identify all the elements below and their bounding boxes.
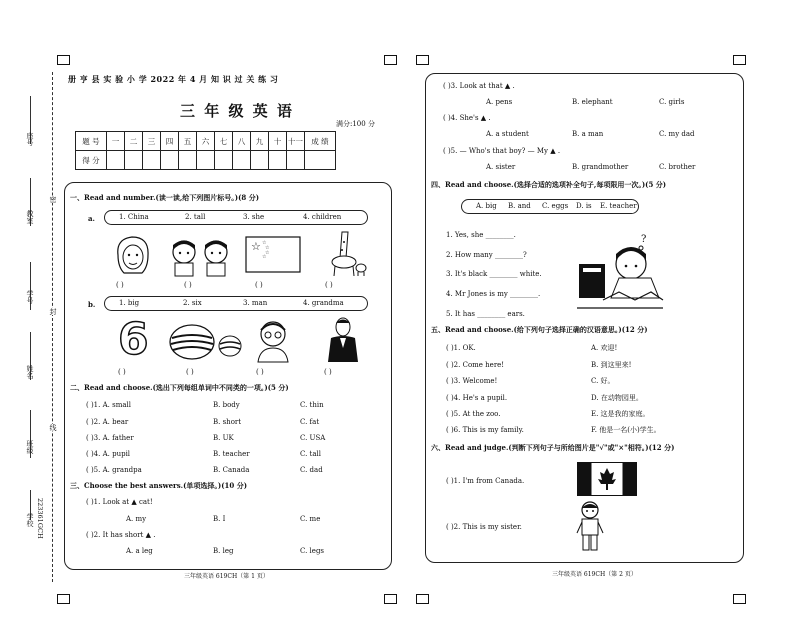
section1b-letter: b. — [88, 300, 96, 309]
registration-mark — [57, 594, 70, 604]
section4-title: 四、Read and choose.(选择合适的选项补全句子,每项限用一次。)(5 分) — [431, 180, 667, 189]
section2-title: 二、Read and choose.(选出下列每组单词中不同类的一项。)(5 分) — [70, 383, 289, 392]
word-bank-item: A. big — [476, 202, 497, 210]
translation-option: C. 好。 — [591, 377, 615, 385]
question-text: ( )1. A. small — [86, 401, 131, 409]
score-header-cell: 十一 — [287, 132, 305, 151]
score-cell[interactable] — [125, 151, 143, 170]
girl-picture — [112, 233, 154, 277]
fill-blank-item: 1. Yes, she ________. — [446, 231, 516, 239]
score-header-cell: 八 — [233, 132, 251, 151]
full-score: 满分:100 分 — [336, 120, 375, 128]
score-header-cell: 题 号 — [76, 132, 107, 151]
question-text: ( )2. Come here! — [446, 361, 505, 369]
school-header: 册 亨 县 实 验 小 学 2022 年 4 月 知 识 过 关 练 习 — [68, 74, 279, 84]
section3-title: 三、Choose the best answers.(单项选择。)(10 分) — [70, 481, 248, 490]
option-b: B. I — [213, 515, 226, 523]
boy-picture — [576, 500, 604, 554]
answer-paren[interactable]: ( ) — [184, 281, 192, 289]
question-text: ( )3. Look at that ▲ . — [443, 82, 515, 90]
score-cell[interactable] — [251, 151, 269, 170]
answer-paren[interactable]: ( ) — [255, 281, 263, 289]
score-cell[interactable] — [269, 151, 287, 170]
china-flag-picture — [245, 236, 301, 274]
score-cell[interactable] — [305, 151, 336, 170]
question-text: ( )2. A. bear — [86, 418, 129, 426]
score-header-cell: 五 — [179, 132, 197, 151]
fill-blank-item: 5. It has ________ ears. — [446, 310, 525, 318]
option-b: B. short — [213, 418, 242, 426]
translation-option: D. 在动物园里。 — [591, 394, 643, 402]
word-bank-item: 1. China — [119, 213, 149, 221]
question-text: ( )5. A. grandpa — [86, 466, 142, 474]
word-bank-item: B. and — [508, 202, 531, 210]
question-text: ( )5. At the zoo. — [446, 410, 501, 418]
option-b: B. Canada — [213, 466, 250, 474]
svg-text:☆: ☆ — [251, 240, 261, 253]
score-header-cell: 二 — [125, 132, 143, 151]
cut-word-seal: 密 — [49, 196, 57, 203]
grandma-picture — [252, 318, 294, 364]
registration-mark — [384, 55, 397, 65]
option-c: C. fat — [300, 418, 320, 426]
question-text: ( )1. OK. — [446, 344, 476, 352]
option-b: B. a man — [572, 130, 604, 138]
option-a: A. a student — [486, 130, 529, 138]
registration-mark — [384, 594, 397, 604]
fill-blank-item: 3. It's black ________ white. — [446, 270, 542, 278]
class-label: 班级 — [26, 440, 34, 454]
section1a-letter: a. — [88, 214, 95, 223]
option-b: B. teacher — [213, 450, 250, 458]
school-label: 学校 — [26, 513, 34, 527]
man-picture — [326, 316, 360, 364]
word-bank-item: D. is — [576, 202, 592, 210]
option-c: C. USA — [300, 434, 326, 442]
classroom-label: 教室 — [26, 210, 34, 224]
judge-item: ( )2. This is my sister. — [446, 523, 522, 531]
option-c: C. dad — [300, 466, 323, 474]
option-c: C. girls — [659, 98, 685, 106]
answer-paren[interactable]: ( ) — [324, 368, 332, 376]
cut-line — [52, 72, 53, 582]
judge-item: ( )1. I'm from Canada. — [446, 477, 525, 485]
score-cell[interactable] — [107, 151, 125, 170]
section1-title: 一、Read and number.(读一读,给下列图片标号。)(8 分) — [70, 193, 260, 202]
question-text: ( )3. Welcome! — [446, 377, 498, 385]
canada-flag-picture — [577, 462, 637, 496]
cut-word-closure: 封 — [49, 308, 57, 315]
option-c: C. tall — [300, 450, 322, 458]
option-b: B. body — [213, 401, 240, 409]
word-bank-item: C. eggs — [542, 202, 569, 210]
question-text: ( )4. He's a pupil. — [446, 394, 508, 402]
word-bank-a — [104, 210, 368, 225]
word-bank-item: 2. tall — [185, 213, 206, 221]
score-cell[interactable] — [143, 151, 161, 170]
question-text: ( )2. It has short ▲ . — [86, 531, 156, 539]
giraffe-picture — [322, 228, 368, 278]
translation-option: A. 欢迎! — [591, 344, 618, 352]
score-cell[interactable] — [215, 151, 233, 170]
translation-option: B. 到这里来! — [591, 361, 632, 369]
question-text: ( )5. — Who's that boy? — My ▲ . — [443, 147, 561, 155]
option-b: B. UK — [213, 434, 234, 442]
option-c: C. my dad — [659, 130, 695, 138]
fill-blank-item: 2. How many ________? — [446, 251, 527, 259]
svg-text:?: ? — [641, 234, 647, 245]
exam-title: 三 年 级 英 语 — [180, 102, 294, 120]
score-table — [75, 131, 336, 170]
score-cell[interactable] — [233, 151, 251, 170]
score-header-cell: 六 — [197, 132, 215, 151]
paper-code: 223361GCH — [36, 498, 44, 539]
word-bank-item: E. teacher — [600, 202, 637, 210]
page-footer: 三年级英语 619CH（第 2 页） — [552, 571, 637, 578]
score-header-cell: 四 — [161, 132, 179, 151]
cut-word-line: 线 — [49, 424, 57, 431]
score-header-cell: 三 — [143, 132, 161, 151]
boy-studying-picture — [575, 228, 665, 318]
registration-mark — [733, 55, 746, 65]
fill-blank-item: 4. Mr Jones is my ________. — [446, 290, 541, 298]
question-text: ( )3. A. father — [86, 434, 134, 442]
score-header-cell: 七 — [215, 132, 233, 151]
section5-title: 五、Read and choose.(给下列句子选择正确的汉语意思。)(12 分) — [431, 325, 648, 334]
translation-option: E. 这是我的家庭。 — [591, 410, 650, 418]
option-c: C. brother — [659, 163, 696, 171]
option-a: A. sister — [486, 163, 516, 171]
question-text: ( )1. Look at ▲ cat! — [86, 498, 153, 506]
page-footer: 三年级英语 619CH（第 1 页） — [184, 573, 269, 580]
score-header-cell: 十 — [269, 132, 287, 151]
word-bank-item: 1. big — [119, 299, 140, 307]
name-label: 姓名 — [26, 365, 34, 379]
score-cell[interactable] — [179, 151, 197, 170]
registration-mark — [416, 55, 429, 65]
answer-paren[interactable]: ( ) — [186, 368, 194, 376]
word-bank-item: 2. six — [183, 299, 202, 307]
question-text: ( )4. She's ▲ . — [443, 114, 491, 122]
option-a: A. pens — [486, 98, 513, 106]
answer-paren[interactable]: ( ) — [256, 368, 264, 376]
answer-paren[interactable]: ( ) — [118, 368, 126, 376]
score-header-cell: 成 绩 — [305, 132, 336, 151]
svg-text:☆: ☆ — [262, 254, 267, 260]
option-c: C. legs — [300, 547, 325, 555]
option-b: B. grandmother — [572, 163, 629, 171]
seat-label: 座号 — [26, 132, 34, 146]
score-cell[interactable] — [161, 151, 179, 170]
word-bank-s4 — [461, 199, 639, 214]
children-picture — [166, 236, 236, 278]
option-b: B. leg — [213, 547, 234, 555]
option-c: C. me — [300, 515, 321, 523]
registration-mark — [416, 594, 429, 604]
word-bank-item: 4. grandma — [303, 299, 344, 307]
option-a: A. a leg — [126, 547, 153, 555]
section6-title: 六、Read and judge.(判断下列句子与所给图片是"√"或"×"相符。)(12 分) — [431, 443, 675, 452]
registration-mark — [733, 594, 746, 604]
word-bank-item: 4. children — [303, 213, 342, 221]
score-header-cell: 一 — [107, 132, 125, 151]
word-bank-b — [104, 296, 368, 311]
watermelon-picture — [168, 322, 244, 362]
translation-option: F. 他是一名(小)学生。 — [591, 426, 661, 434]
svg-text:☆: ☆ — [265, 250, 270, 256]
word-bank-item: 3. man — [243, 299, 268, 307]
answer-paren[interactable]: ( ) — [116, 281, 124, 289]
score-header-cell: 九 — [251, 132, 269, 151]
svg-text:☆: ☆ — [262, 240, 267, 246]
answer-paren[interactable]: ( ) — [325, 281, 333, 289]
score-row-label: 得 分 — [76, 151, 107, 170]
registration-mark — [57, 55, 70, 65]
number-six-picture: 6 — [118, 314, 149, 365]
option-b: B. elephant — [572, 98, 613, 106]
question-text: ( )4. A. pupil — [86, 450, 131, 458]
word-bank-item: 3. she — [243, 213, 265, 221]
student-number-label: 学号 — [26, 290, 34, 304]
svg-text:☆: ☆ — [265, 245, 270, 251]
score-cell[interactable] — [197, 151, 215, 170]
question-text: ( )6. This is my family. — [446, 426, 524, 434]
option-a: A. my — [126, 515, 147, 523]
option-c: C. thin — [300, 401, 324, 409]
score-cell[interactable] — [287, 151, 305, 170]
